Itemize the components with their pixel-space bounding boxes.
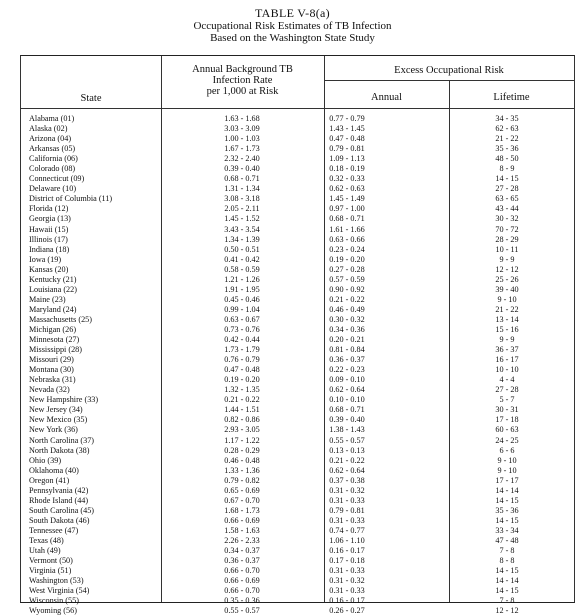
annual-excess-cell: 0.97 - 1.00 bbox=[329, 204, 365, 214]
lifetime-excess-cell: 7 - 8 bbox=[499, 546, 515, 556]
risk-table bbox=[20, 55, 575, 616]
background-rate-cell: 0.21 - 0.22 bbox=[224, 395, 260, 405]
annual-excess-cell: 0.09 - 0.10 bbox=[329, 375, 365, 385]
lifetime-excess-cell: 9 - 10 bbox=[497, 455, 517, 465]
background-rate-cell: 0.66 - 0.69 bbox=[224, 576, 260, 586]
lifetime-excess-cell: 7 - 8 bbox=[499, 596, 515, 606]
annual-excess-cell: 0.20 - 0.21 bbox=[329, 335, 365, 345]
lifetime-excess-cell: 36 - 37 bbox=[495, 345, 519, 355]
table-row bbox=[21, 385, 574, 395]
state-cell: North Carolina (37) bbox=[29, 435, 95, 445]
lifetime-excess-cell: 4 - 4 bbox=[499, 375, 515, 385]
lifetime-excess-cell: 35 - 36 bbox=[495, 505, 519, 515]
lifetime-excess-cell: 25 - 26 bbox=[495, 274, 519, 284]
table-row bbox=[21, 375, 574, 385]
table-row bbox=[21, 516, 574, 526]
annual-excess-cell: 0.26 - 0.27 bbox=[329, 606, 365, 616]
lifetime-excess-cell: 43 - 44 bbox=[495, 204, 519, 214]
lifetime-excess-cell: 35 - 36 bbox=[495, 144, 519, 154]
lifetime-excess-cell: 21 - 22 bbox=[495, 304, 519, 314]
annual-excess-cell: 0.47 - 0.48 bbox=[329, 134, 365, 144]
title-block bbox=[0, 7, 585, 44]
table-row bbox=[21, 305, 574, 315]
annual-excess-cell: 0.10 - 0.10 bbox=[329, 395, 365, 405]
state-cell: New Jersey (34) bbox=[29, 405, 83, 415]
annual-excess-cell: 0.57 - 0.59 bbox=[329, 274, 365, 284]
annual-excess-cell: 0.34 - 0.36 bbox=[329, 324, 365, 334]
annual-excess-cell: 0.18 - 0.19 bbox=[329, 164, 365, 174]
lifetime-excess-cell: 39 - 40 bbox=[495, 284, 519, 294]
lifetime-excess-cell: 16 - 17 bbox=[495, 355, 519, 365]
table-row bbox=[21, 606, 574, 616]
background-rate-cell: 0.65 - 0.69 bbox=[224, 485, 260, 495]
annual-excess-cell: 0.68 - 0.71 bbox=[329, 214, 365, 224]
background-rate-cell: 1.91 - 1.95 bbox=[224, 284, 260, 294]
state-cell: Montana (30) bbox=[29, 365, 74, 375]
header-bottom-rule bbox=[21, 108, 574, 109]
background-rate-cell: 1.17 - 1.22 bbox=[224, 435, 260, 445]
annual-excess-cell: 0.77 - 0.79 bbox=[329, 114, 365, 123]
lifetime-excess-cell: 30 - 32 bbox=[495, 214, 519, 224]
lifetime-excess-cell: 5 - 7 bbox=[499, 395, 515, 405]
background-rate-cell: 2.32 - 2.40 bbox=[224, 154, 260, 164]
annual-excess-cell: 0.32 - 0.33 bbox=[329, 174, 365, 184]
annual-excess-cell: 1.09 - 1.13 bbox=[329, 154, 365, 164]
table-row bbox=[21, 174, 574, 184]
state-cell: Vermont (50) bbox=[29, 556, 73, 566]
background-rate-cell: 0.79 - 0.82 bbox=[224, 475, 260, 485]
annual-excess-cell: 0.23 - 0.24 bbox=[329, 244, 365, 254]
background-rate-cell: 0.99 - 1.04 bbox=[224, 304, 260, 314]
state-cell: Nevada (32) bbox=[29, 385, 70, 395]
table-row bbox=[21, 476, 574, 486]
lifetime-excess-cell: 24 - 25 bbox=[495, 435, 519, 445]
background-rate-cell: 1.31 - 1.34 bbox=[224, 184, 260, 194]
table-row bbox=[21, 596, 574, 606]
annual-excess-cell: 0.21 - 0.22 bbox=[329, 455, 365, 465]
annual-excess-cell: 1.45 - 1.49 bbox=[329, 194, 365, 204]
table-row bbox=[21, 194, 574, 204]
annual-excess-cell: 1.06 - 1.10 bbox=[329, 535, 365, 545]
background-rate-cell: 0.82 - 0.86 bbox=[224, 415, 260, 425]
background-rate-cell: 1.34 - 1.39 bbox=[224, 234, 260, 244]
lifetime-excess-cell: 9 - 9 bbox=[499, 254, 515, 264]
header-state: State bbox=[80, 93, 102, 104]
state-cell: Pennsylvania (42) bbox=[29, 485, 89, 495]
annual-excess-cell: 0.31 - 0.32 bbox=[329, 576, 365, 586]
state-cell: Virginia (51) bbox=[29, 566, 72, 576]
lifetime-excess-cell: 17 - 17 bbox=[495, 475, 519, 485]
table-row bbox=[21, 325, 574, 335]
lifetime-excess-cell: 27 - 28 bbox=[495, 385, 519, 395]
lifetime-excess-cell: 30 - 31 bbox=[495, 405, 519, 415]
annual-excess-cell: 0.46 - 0.49 bbox=[329, 304, 365, 314]
annual-excess-cell: 0.27 - 0.28 bbox=[329, 264, 365, 274]
background-rate-cell: 0.47 - 0.48 bbox=[224, 365, 260, 375]
lifetime-excess-cell: 21 - 22 bbox=[495, 134, 519, 144]
lifetime-excess-cell: 15 - 16 bbox=[495, 324, 519, 334]
state-cell: Maine (23) bbox=[29, 294, 66, 304]
lifetime-excess-cell: 9 - 10 bbox=[497, 294, 517, 304]
lifetime-excess-cell: 10 - 11 bbox=[495, 244, 519, 254]
header-annual: Annual bbox=[371, 92, 402, 103]
background-rate-cell: 1.33 - 1.36 bbox=[224, 465, 260, 475]
lifetime-excess-cell: 17 - 18 bbox=[495, 415, 519, 425]
table-title: TABLE V-8(a) bbox=[255, 6, 330, 20]
state-cell: Florida (12) bbox=[29, 204, 69, 214]
table-row bbox=[21, 405, 574, 415]
lifetime-excess-cell: 14 - 15 bbox=[495, 515, 519, 525]
background-rate-cell: 0.39 - 0.40 bbox=[224, 164, 260, 174]
background-rate-cell: 0.36 - 0.37 bbox=[224, 556, 260, 566]
annual-excess-cell: 0.31 - 0.33 bbox=[329, 495, 365, 505]
table-row bbox=[21, 235, 574, 245]
state-cell: Illinois (17) bbox=[29, 234, 68, 244]
lifetime-excess-cell: 62 - 63 bbox=[495, 124, 519, 134]
lifetime-excess-cell: 27 - 28 bbox=[495, 184, 519, 194]
annual-excess-cell: 1.43 - 1.45 bbox=[329, 124, 365, 134]
background-rate-cell: 3.03 - 3.09 bbox=[224, 124, 260, 134]
table-row bbox=[21, 164, 574, 174]
state-cell: New Mexico (35) bbox=[29, 415, 88, 425]
state-cell: Michigan (26) bbox=[29, 324, 77, 334]
annual-excess-cell: 0.31 - 0.33 bbox=[329, 566, 365, 576]
annual-excess-cell: 0.62 - 0.64 bbox=[329, 465, 365, 475]
lifetime-excess-cell: 14 - 14 bbox=[495, 485, 519, 495]
table-row bbox=[21, 114, 574, 124]
lifetime-excess-cell: 28 - 29 bbox=[495, 234, 519, 244]
annual-excess-cell: 0.39 - 0.40 bbox=[329, 415, 365, 425]
header-rate-line1: Annual Background TB bbox=[192, 64, 293, 75]
state-cell: Nebraska (31) bbox=[29, 375, 76, 385]
background-rate-cell: 0.63 - 0.67 bbox=[224, 314, 260, 324]
annual-excess-cell: 0.74 - 0.77 bbox=[329, 525, 365, 535]
annual-excess-cell: 0.16 - 0.17 bbox=[329, 546, 365, 556]
state-cell: Hawaii (15) bbox=[29, 224, 69, 234]
state-cell: Tennessee (47) bbox=[29, 525, 79, 535]
state-cell: California (06) bbox=[29, 154, 78, 164]
background-rate-cell: 0.35 - 0.36 bbox=[224, 596, 260, 606]
header-rate-line3: per 1,000 at Risk bbox=[206, 86, 279, 97]
background-rate-cell: 0.55 - 0.57 bbox=[224, 606, 260, 616]
annual-excess-cell: 0.55 - 0.57 bbox=[329, 435, 365, 445]
table-row bbox=[21, 496, 574, 506]
annual-excess-cell: 0.62 - 0.63 bbox=[329, 184, 365, 194]
table-row bbox=[21, 566, 574, 576]
background-rate-cell: 1.00 - 1.03 bbox=[224, 134, 260, 144]
background-rate-cell: 0.34 - 0.37 bbox=[224, 546, 260, 556]
annual-excess-cell: 0.31 - 0.32 bbox=[329, 485, 365, 495]
table-row bbox=[21, 134, 574, 144]
background-rate-cell: 3.08 - 3.18 bbox=[224, 194, 260, 204]
table-row bbox=[21, 536, 574, 546]
background-rate-cell: 0.66 - 0.70 bbox=[224, 586, 260, 596]
lifetime-excess-cell: 9 - 9 bbox=[499, 335, 515, 345]
lifetime-excess-cell: 14 - 15 bbox=[495, 174, 519, 184]
lifetime-excess-cell: 8 - 9 bbox=[499, 164, 515, 174]
annual-excess-cell: 0.22 - 0.23 bbox=[329, 365, 365, 375]
annual-excess-cell: 0.31 - 0.33 bbox=[329, 586, 365, 596]
background-rate-cell: 2.93 - 3.05 bbox=[224, 425, 260, 435]
annual-excess-cell: 0.16 - 0.17 bbox=[329, 596, 365, 606]
lifetime-excess-cell: 47 - 48 bbox=[495, 535, 519, 545]
header-divider bbox=[324, 80, 574, 81]
table-row bbox=[21, 315, 574, 325]
lifetime-excess-cell: 8 - 8 bbox=[499, 556, 515, 566]
lifetime-excess-cell: 60 - 63 bbox=[495, 425, 519, 435]
background-rate-cell: 0.45 - 0.46 bbox=[224, 294, 260, 304]
annual-excess-cell: 0.13 - 0.13 bbox=[329, 445, 365, 455]
lifetime-excess-cell: 9 - 10 bbox=[497, 465, 517, 475]
background-rate-cell: 1.58 - 1.63 bbox=[224, 525, 260, 535]
state-cell: Oregon (41) bbox=[29, 475, 70, 485]
table-row bbox=[21, 395, 574, 405]
state-cell: Missouri (29) bbox=[29, 355, 74, 365]
table-row bbox=[21, 586, 574, 596]
table-row bbox=[21, 526, 574, 536]
annual-excess-cell: 1.38 - 1.43 bbox=[329, 425, 365, 435]
state-cell: Minnesota (27) bbox=[29, 335, 80, 345]
background-rate-cell: 0.58 - 0.59 bbox=[224, 264, 260, 274]
table-row bbox=[21, 184, 574, 194]
table-row bbox=[21, 355, 574, 365]
state-cell: Indiana (18) bbox=[29, 244, 70, 254]
annual-excess-cell: 0.79 - 0.81 bbox=[329, 505, 365, 515]
state-cell: Mississippi (28) bbox=[29, 345, 82, 355]
table-body bbox=[21, 114, 574, 616]
state-cell: Louisiana (22) bbox=[29, 284, 77, 294]
background-rate-cell: 0.66 - 0.70 bbox=[224, 566, 260, 576]
table-subtitle-1: Occupational Risk Estimates of TB Infection bbox=[193, 20, 392, 32]
table-row bbox=[21, 204, 574, 214]
lifetime-excess-cell: 34 - 35 bbox=[495, 114, 519, 123]
lifetime-excess-cell: 14 - 15 bbox=[495, 566, 519, 576]
state-cell: Ohio (39) bbox=[29, 455, 62, 465]
table-row bbox=[21, 265, 574, 275]
table-row bbox=[21, 214, 574, 224]
annual-excess-cell: 0.90 - 0.92 bbox=[329, 284, 365, 294]
lifetime-excess-cell: 10 - 10 bbox=[495, 365, 519, 375]
background-rate-cell: 1.45 - 1.52 bbox=[224, 214, 260, 224]
lifetime-excess-cell: 48 - 50 bbox=[495, 154, 519, 164]
state-cell: New York (36) bbox=[29, 425, 78, 435]
background-rate-cell: 0.76 - 0.79 bbox=[224, 355, 260, 365]
background-rate-cell: 0.46 - 0.48 bbox=[224, 455, 260, 465]
background-rate-cell: 0.66 - 0.69 bbox=[224, 515, 260, 525]
table-row bbox=[21, 285, 574, 295]
state-cell: Oklahoma (40) bbox=[29, 465, 79, 475]
table-row bbox=[21, 436, 574, 446]
table-row bbox=[21, 576, 574, 586]
background-rate-cell: 1.21 - 1.26 bbox=[224, 274, 260, 284]
state-cell: Utah (49) bbox=[29, 546, 61, 556]
table-row bbox=[21, 506, 574, 516]
lifetime-excess-cell: 14 - 15 bbox=[495, 586, 519, 596]
table-row bbox=[21, 225, 574, 235]
background-rate-cell: 0.28 - 0.29 bbox=[224, 445, 260, 455]
header-rate bbox=[161, 64, 324, 97]
state-cell: North Dakota (38) bbox=[29, 445, 90, 455]
annual-excess-cell: 0.36 - 0.37 bbox=[329, 355, 365, 365]
state-cell: South Carolina (45) bbox=[29, 505, 95, 515]
state-cell: Colorado (08) bbox=[29, 164, 76, 174]
background-rate-cell: 1.63 - 1.68 bbox=[224, 114, 260, 123]
annual-excess-cell: 0.19 - 0.20 bbox=[329, 254, 365, 264]
state-cell: Massachusetts (25) bbox=[29, 314, 92, 324]
table-row bbox=[21, 556, 574, 566]
background-rate-cell: 0.41 - 0.42 bbox=[224, 254, 260, 264]
background-rate-cell: 3.43 - 3.54 bbox=[224, 224, 260, 234]
background-rate-cell: 1.68 - 1.73 bbox=[224, 505, 260, 515]
background-rate-cell: 0.19 - 0.20 bbox=[224, 375, 260, 385]
background-rate-cell: 1.73 - 1.79 bbox=[224, 345, 260, 355]
table-row bbox=[21, 446, 574, 456]
header-rate-line2: Infection Rate bbox=[212, 75, 273, 86]
table-row bbox=[21, 124, 574, 134]
table-row bbox=[21, 154, 574, 164]
background-rate-cell: 0.42 - 0.44 bbox=[224, 335, 260, 345]
state-cell: Wyoming (56) bbox=[29, 606, 77, 616]
table-subtitle-2: Based on the Washington State Study bbox=[210, 32, 375, 44]
state-cell: Kansas (20) bbox=[29, 264, 69, 274]
lifetime-excess-cell: 12 - 12 bbox=[495, 606, 519, 616]
table-row bbox=[21, 275, 574, 285]
state-cell: South Dakota (46) bbox=[29, 515, 90, 525]
lifetime-excess-cell: 6 - 6 bbox=[499, 445, 515, 455]
state-cell: Kentucky (21) bbox=[29, 274, 77, 284]
table-row bbox=[21, 456, 574, 466]
lifetime-excess-cell: 14 - 14 bbox=[495, 576, 519, 586]
lifetime-excess-cell: 33 - 34 bbox=[495, 525, 519, 535]
state-cell: Delaware (10) bbox=[29, 184, 77, 194]
table-row bbox=[21, 144, 574, 154]
state-cell: Wisconsin (55) bbox=[29, 596, 79, 606]
annual-excess-cell: 0.62 - 0.64 bbox=[329, 385, 365, 395]
state-cell: Rhode Island (44) bbox=[29, 495, 89, 505]
annual-excess-cell: 0.21 - 0.22 bbox=[329, 294, 365, 304]
table-row bbox=[21, 255, 574, 265]
state-cell: New Hampshire (33) bbox=[29, 395, 99, 405]
table-row bbox=[21, 415, 574, 425]
table-row bbox=[21, 335, 574, 345]
table-row bbox=[21, 466, 574, 476]
table-row bbox=[21, 345, 574, 355]
state-cell: Alaska (02) bbox=[29, 124, 68, 134]
annual-excess-cell: 0.63 - 0.66 bbox=[329, 234, 365, 244]
table-row bbox=[21, 245, 574, 255]
annual-excess-cell: 0.68 - 0.71 bbox=[329, 405, 365, 415]
lifetime-excess-cell: 13 - 14 bbox=[495, 314, 519, 324]
annual-excess-cell: 0.30 - 0.32 bbox=[329, 314, 365, 324]
state-cell: Arkansas (05) bbox=[29, 144, 76, 154]
state-cell: Connecticut (09) bbox=[29, 174, 85, 184]
annual-excess-cell: 0.31 - 0.33 bbox=[329, 515, 365, 525]
lifetime-excess-cell: 63 - 65 bbox=[495, 194, 519, 204]
background-rate-cell: 2.05 - 2.11 bbox=[224, 204, 260, 214]
state-cell: Georgia (13) bbox=[29, 214, 71, 224]
table-row bbox=[21, 295, 574, 305]
state-cell: West Virginia (54) bbox=[29, 586, 90, 596]
background-rate-cell: 0.73 - 0.76 bbox=[224, 324, 260, 334]
state-cell: Iowa (19) bbox=[29, 254, 62, 264]
annual-excess-cell: 0.79 - 0.81 bbox=[329, 144, 365, 154]
table-row bbox=[21, 425, 574, 435]
header-excess-risk: Excess Occupational Risk bbox=[394, 65, 504, 76]
background-rate-cell: 0.67 - 0.70 bbox=[224, 495, 260, 505]
background-rate-cell: 1.44 - 1.51 bbox=[224, 405, 260, 415]
annual-excess-cell: 0.37 - 0.38 bbox=[329, 475, 365, 485]
state-cell: Maryland (24) bbox=[29, 304, 77, 314]
background-rate-cell: 0.68 - 0.71 bbox=[224, 174, 260, 184]
table-row bbox=[21, 486, 574, 496]
background-rate-cell: 1.32 - 1.35 bbox=[224, 385, 260, 395]
lifetime-excess-cell: 12 - 12 bbox=[495, 264, 519, 274]
state-cell: District of Columbia (11) bbox=[29, 194, 113, 204]
table-row bbox=[21, 546, 574, 556]
background-rate-cell: 0.50 - 0.51 bbox=[224, 244, 260, 254]
annual-excess-cell: 1.61 - 1.66 bbox=[329, 224, 365, 234]
lifetime-excess-cell: 70 - 72 bbox=[495, 224, 519, 234]
annual-excess-cell: 0.17 - 0.18 bbox=[329, 556, 365, 566]
state-cell: Texas (48) bbox=[29, 535, 64, 545]
state-cell: Washington (53) bbox=[29, 576, 84, 586]
background-rate-cell: 1.67 - 1.73 bbox=[224, 144, 260, 154]
table-row bbox=[21, 365, 574, 375]
header-lifetime: Lifetime bbox=[493, 92, 530, 103]
state-cell: Arizona (04) bbox=[29, 134, 72, 144]
annual-excess-cell: 0.81 - 0.84 bbox=[329, 345, 365, 355]
state-cell: Alabama (01) bbox=[29, 114, 75, 123]
lifetime-excess-cell: 14 - 15 bbox=[495, 495, 519, 505]
background-rate-cell: 2.26 - 2.33 bbox=[224, 535, 260, 545]
